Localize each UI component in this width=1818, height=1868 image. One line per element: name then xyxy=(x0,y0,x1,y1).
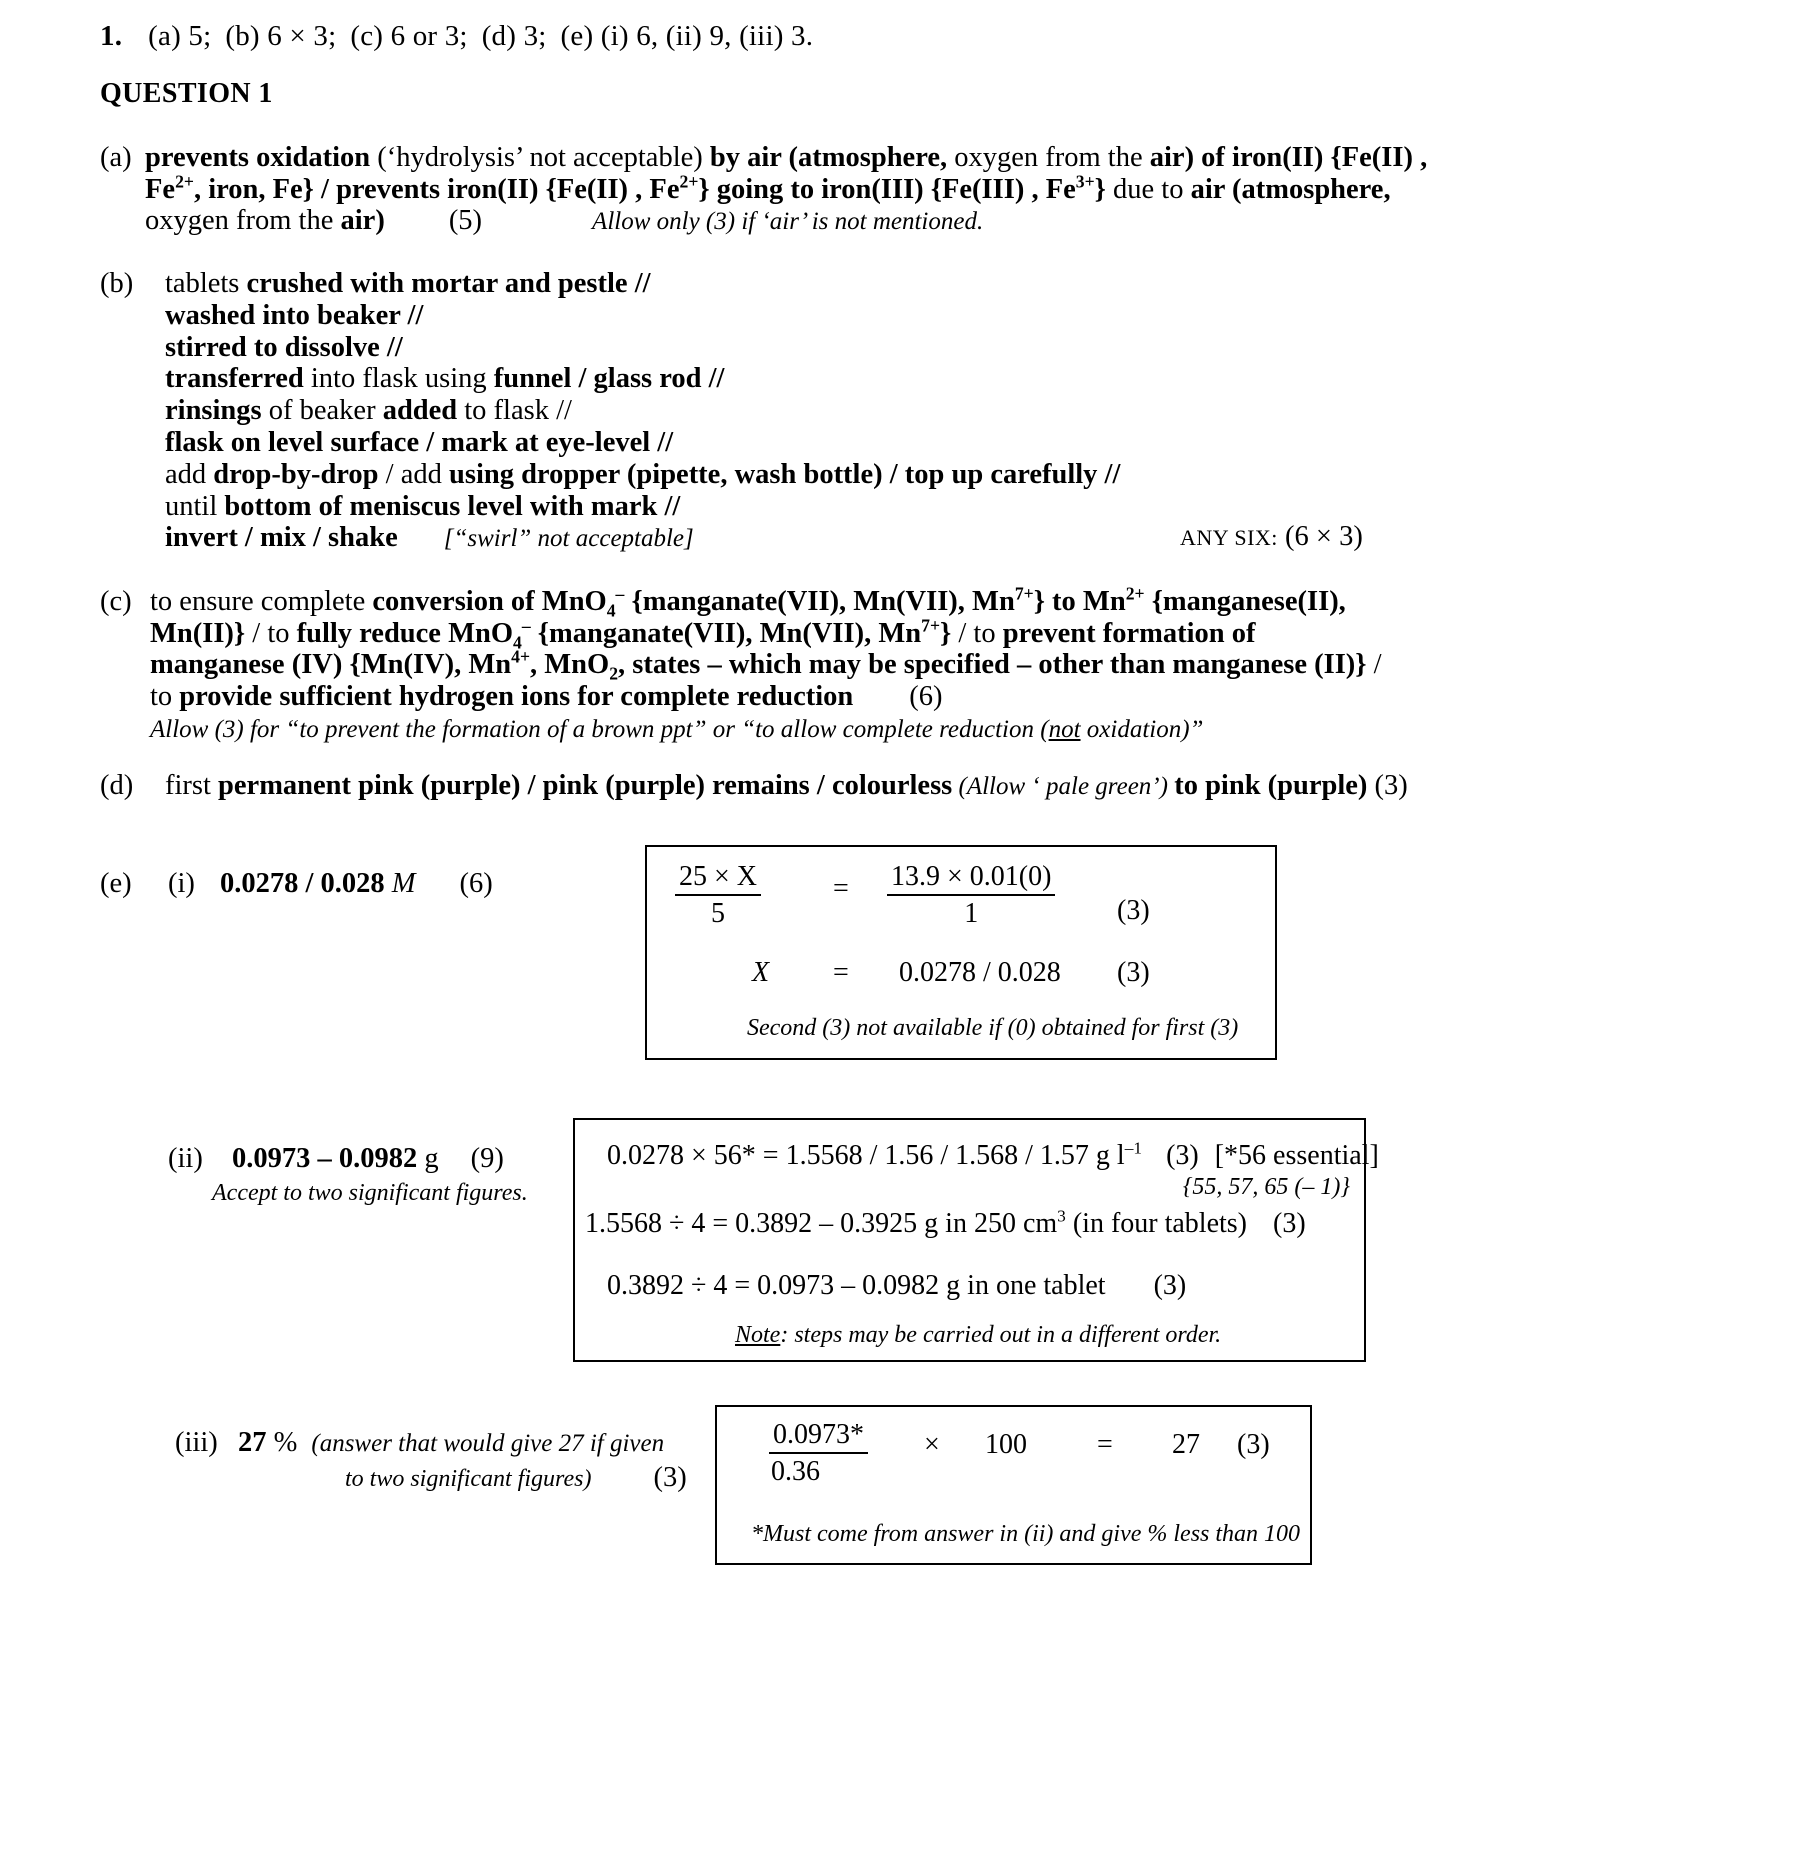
part-c-l3-plain: / xyxy=(1366,649,1382,680)
part-e-iii-note-line-2: to two significant figures) xyxy=(345,1466,592,1492)
part-a-l2-sup-2: 2+ xyxy=(679,171,699,191)
part-c-l4-bold: provide sufficient hydrogen ions for complete reduction xyxy=(179,680,854,712)
e-ii-line-2 xyxy=(585,1208,1306,1240)
summary-segment-a: (a) 5; xyxy=(148,20,212,52)
answer-summary-line xyxy=(100,20,827,53)
part-a-line-1 xyxy=(145,142,1435,174)
e-iii-box-note: *Must come from answer in (ii) and give % less than 100 xyxy=(751,1521,1301,1547)
summary-segment-c: (c) 6 or 3; xyxy=(350,20,468,52)
part-b-l1-bold: crushed with mortar and pestle // xyxy=(246,268,651,299)
part-a-l2-rest-1: , iron, Fe} / prevents iron(II) {Fe(II) , Fe xyxy=(193,173,680,205)
part-a-l2-sup-3: 3+ xyxy=(1075,171,1095,191)
part-c-l2-bold-4: } xyxy=(940,617,952,649)
e-ii-l3-marks: (3) xyxy=(1153,1270,1187,1301)
part-a-l2-bold-end: air (atmosphere, xyxy=(1190,173,1391,205)
part-e-ii-answer-plain: g xyxy=(417,1143,439,1174)
question-number: 1. xyxy=(100,20,123,52)
part-b-line-6 xyxy=(165,427,1465,459)
part-b-line-2 xyxy=(165,300,1465,332)
part-d-bold-1: permanent pink (purple) / pink (purple) remains / colourless xyxy=(218,770,953,801)
part-d-bold-2: to pink (purple) xyxy=(1174,770,1368,801)
part-b-line-1 xyxy=(165,268,1465,300)
part-a-line-2 xyxy=(145,171,1435,206)
part-e-iii-calc-box xyxy=(715,1405,1312,1565)
part-a-note: Allow only (3) if ‘air’ is not mentioned. xyxy=(592,208,984,235)
part-a-marks: (5) xyxy=(448,205,483,236)
e-ii-l1-alt-note: {55, 57, 65 (– 1)} xyxy=(1182,1174,1350,1200)
part-b-line-7 xyxy=(165,459,1465,491)
part-b-line-3 xyxy=(165,332,1465,364)
part-c-l2-sub: 4 xyxy=(513,632,522,653)
part-b-label: (b) xyxy=(100,268,134,299)
part-e-label: (e) xyxy=(100,868,132,899)
part-b-any-six-marks: (6 × 3) xyxy=(1285,521,1363,552)
part-e-i-answer xyxy=(220,868,493,900)
part-d-note: (Allow ‘ pale green’) xyxy=(952,773,1175,800)
part-b-l4-bold-2: funnel / glass rod // xyxy=(493,363,725,395)
part-c-line-3 xyxy=(150,646,1460,684)
part-a-l2-rest-2: } going to iron(III) {Fe(III) , Fe xyxy=(698,173,1076,205)
part-e-ii-answer-bold: 0.0973 – 0.0982 xyxy=(232,1143,418,1174)
part-e-ii-calc-box xyxy=(573,1118,1379,1362)
e-iii-equals: = xyxy=(1097,1429,1113,1460)
part-b-l8-plain: until xyxy=(165,490,225,522)
part-b-l8-bold: bottom of meniscus level with mark // xyxy=(224,490,681,522)
part-c-l1-sup: – xyxy=(615,583,625,604)
part-e-ii-note: Accept to two significant figures. xyxy=(212,1180,528,1206)
part-c-l2-bold-5: prevent formation of xyxy=(1002,617,1256,649)
e-iii-times-icon: × xyxy=(924,1429,940,1460)
part-c-line-2 xyxy=(150,615,1460,653)
part-c-l1-sup-2: 7+ xyxy=(1014,583,1034,604)
part-e-i-calc-box xyxy=(645,845,1277,1060)
part-c-marks: (6) xyxy=(909,680,943,712)
part-e-ii-roman: (ii) xyxy=(168,1143,203,1174)
part-e-iii-roman: (iii) xyxy=(175,1427,218,1458)
part-a-l2-rest-3: } xyxy=(1094,173,1106,205)
part-b-body xyxy=(165,268,1465,555)
part-c-l2-plain-1: / to xyxy=(245,617,297,649)
e-i-box-note: Second (3) not available if (0) obtained for first (3) xyxy=(747,1015,1239,1041)
summary-segment-e: (e) (i) 6, (ii) 9, (iii) 3. xyxy=(560,20,814,52)
part-c-l2-plain-2: / to xyxy=(951,617,1003,649)
part-a-l2-sup-1: 2+ xyxy=(175,171,194,191)
e-ii-box-note xyxy=(735,1322,1221,1349)
part-e-i-answer-italic: M xyxy=(384,868,416,899)
part-d-plain-pre: first xyxy=(165,770,219,801)
summary-segment-d: (d) 3; xyxy=(481,20,547,52)
part-e-iii-answer-plain: % xyxy=(266,1427,298,1458)
part-e-i-roman: (i) xyxy=(168,868,195,899)
part-b-l7-plain-1: add xyxy=(165,458,214,490)
e-ii-l1-text: 0.0278 × 56* = 1.5568 / 1.56 / 1.568 / 1.57 g l xyxy=(607,1140,1125,1171)
part-a-l1-bold-3: air) of iron(II) {Fe(II) , xyxy=(1149,142,1428,173)
part-b-l2-bold: washed into beaker // xyxy=(165,299,424,331)
part-e-i-answer-bold: 0.0278 / 0.028 xyxy=(220,868,385,899)
part-a-l1-bold-2: by air (atmosphere, xyxy=(709,142,948,173)
part-b-l7-plain-2: / add xyxy=(378,458,449,490)
e-iii-marks: (3) xyxy=(1237,1429,1270,1460)
e-i-frac2-denominator: 1 xyxy=(964,898,979,929)
part-c-l1-sup-3: 2+ xyxy=(1125,583,1145,604)
part-b-l5-bold-2: added xyxy=(382,395,458,427)
e-i-equals-2: = xyxy=(833,957,849,988)
part-b-l4-bold-1: transferred xyxy=(165,363,304,395)
part-c-l3-bold-2: , MnO xyxy=(530,649,610,680)
part-c-l3-bold-1: manganese (IV) {Mn(IV), Mn xyxy=(150,649,512,680)
part-e-i-marks: (6) xyxy=(459,868,493,899)
part-b-l6-bold: flask on level surface / mark at eye-level // xyxy=(165,426,674,458)
e-i-fraction-left xyxy=(675,861,761,930)
part-c-l2-sup-1: – xyxy=(521,615,531,635)
part-b-l1-plain: tablets xyxy=(165,268,247,299)
part-b-l7-bold-1: drop-by-drop xyxy=(213,458,379,490)
part-e-iii-answer-bold: 27 xyxy=(238,1427,267,1458)
part-b-note: [“swirl” not acceptable] xyxy=(443,525,694,553)
e-ii-l1-marks: (3) xyxy=(1166,1140,1199,1171)
part-b-l5-bold-1: rinsings xyxy=(165,395,262,427)
part-c-l4-plain: to xyxy=(150,680,180,712)
part-c-l1-plain: to ensure complete xyxy=(150,586,373,617)
e-ii-l1-sup: –1 xyxy=(1124,1138,1143,1158)
part-a-l2-fe: Fe xyxy=(145,173,176,205)
part-c-l1-sub: 4 xyxy=(606,600,616,621)
part-a-line-3 xyxy=(145,205,1435,238)
e-i-fraction-right xyxy=(887,861,1055,930)
part-c-l1-bold-4: {manganese(II), xyxy=(1144,586,1346,617)
part-c-note-underline: not xyxy=(1048,716,1081,743)
part-b-l9-bold: invert / mix / shake xyxy=(165,522,398,554)
part-c-l1-bold-2: {manganate(VII), Mn(VII), Mn xyxy=(624,586,1015,617)
part-d-marks: (3) xyxy=(1367,770,1408,801)
part-e-iii-note-line-1: (answer that would give 27 if given xyxy=(311,1430,665,1457)
e-i-variable-x: X xyxy=(752,957,770,988)
part-c-line-4 xyxy=(150,681,1460,713)
part-b-any-six-label: ANY SIX: xyxy=(1180,525,1278,550)
part-e-iii-note-line-2-wrap xyxy=(345,1462,687,1494)
e-i-frac2-numerator: 13.9 × 0.01(0) xyxy=(887,861,1055,896)
e-i-marks-1: (3) xyxy=(1117,895,1150,926)
e-i-marks-2: (3) xyxy=(1117,957,1150,988)
part-a-l2-plain: due to xyxy=(1105,173,1191,205)
e-iii-frac-numerator: 0.0973* xyxy=(769,1419,868,1454)
part-c-l3-sub: 2 xyxy=(609,663,619,684)
part-c-l3-sup: 4+ xyxy=(511,646,531,667)
part-b-l3-bold: stirred to dissolve // xyxy=(165,331,403,363)
e-ii-l3-text: 0.3892 ÷ 4 = 0.0973 – 0.0982 g in one tablet xyxy=(607,1270,1106,1301)
part-c-body xyxy=(150,583,1460,746)
part-b-any-six xyxy=(1180,521,1363,553)
part-c-note-pre: Allow (3) for “to prevent the formation of a brown ppt” or “to allow complete reduction ( xyxy=(150,716,1049,743)
part-c-note-post: oxidation)” xyxy=(1080,716,1204,743)
part-b-l7-bold-2: using dropper (pipette, wash bottle) / top up carefully // xyxy=(449,458,1121,490)
part-b-line-4 xyxy=(165,363,1465,395)
part-c-line-1 xyxy=(150,583,1460,621)
part-a-l1-plain-1: (‘hydrolysis’ not acceptable) xyxy=(370,142,710,173)
part-c-l2-bold-1: Mn(II)} xyxy=(150,617,246,649)
part-b-l5-plain-2: to flask // xyxy=(457,395,572,427)
part-a-l1-bold-1: prevents oxidation xyxy=(145,142,371,173)
e-ii-note-underline: Note xyxy=(735,1322,781,1348)
part-d-body xyxy=(165,770,1408,802)
part-c-l2-bold-2: fully reduce MnO xyxy=(296,617,514,649)
e-ii-l2-marks: (3) xyxy=(1273,1208,1306,1239)
part-e-ii-answer xyxy=(232,1143,504,1175)
part-c-l3-bold-3: , states – which may be specified – other than manganese (II)} xyxy=(618,649,1367,680)
e-iii-hundred: 100 xyxy=(985,1429,1027,1460)
e-i-frac-denominator: 5 xyxy=(711,898,725,929)
part-c-note xyxy=(150,714,1460,746)
part-d-label: (d) xyxy=(100,770,134,801)
e-i-equals-1: = xyxy=(833,873,849,904)
part-b-l4-plain: into flask using xyxy=(303,363,494,395)
e-i-frac-numerator: 25 × X xyxy=(675,861,761,896)
part-c-l1-bold-3: } to Mn xyxy=(1033,586,1126,617)
e-ii-line-1 xyxy=(607,1140,1379,1172)
part-c-label: (c) xyxy=(100,586,132,617)
summary-segment-b: (b) 6 × 3; xyxy=(225,20,337,52)
e-ii-note-rest: : steps may be carried out in a different order. xyxy=(780,1322,1222,1348)
part-c-l2-sup-2: 7+ xyxy=(921,615,940,635)
part-a-l3-plain: oxygen from the xyxy=(145,205,341,236)
e-ii-l1-bracket: [*56 essential] xyxy=(1214,1140,1379,1171)
part-a-l1-plain-2: oxygen from the xyxy=(947,142,1150,173)
part-b-line-5 xyxy=(165,395,1465,427)
part-e-iii-answer xyxy=(238,1427,664,1459)
e-i-result: 0.0278 / 0.028 xyxy=(899,957,1061,988)
part-b-l5-plain-1: of beaker xyxy=(261,395,383,427)
e-iii-result: 27 xyxy=(1172,1429,1200,1460)
part-c-l2-bold-3: {manganate(VII), Mn(VII), Mn xyxy=(530,617,922,649)
e-ii-l2-text: 1.5568 ÷ 4 = 0.3892 – 0.3925 g in 250 cm xyxy=(585,1208,1058,1239)
part-a-body xyxy=(145,142,1435,238)
part-b-line-8 xyxy=(165,491,1465,523)
part-c-l1-bold-1: conversion of MnO xyxy=(372,586,607,617)
question-heading: QUESTION 1 xyxy=(100,78,273,109)
part-e-ii-marks: (9) xyxy=(470,1143,504,1174)
part-a-label: (a) xyxy=(100,142,132,173)
e-ii-l2-post: (in four tablets) xyxy=(1065,1208,1248,1239)
e-ii-l2-sup: 3 xyxy=(1057,1206,1066,1226)
part-a-l3-bold: air) xyxy=(340,205,385,236)
e-iii-frac-denominator: 0.36 xyxy=(771,1456,820,1487)
e-iii-fraction xyxy=(769,1419,868,1488)
part-e-iii-marks: (3) xyxy=(653,1462,687,1493)
e-ii-line-3 xyxy=(607,1270,1186,1302)
